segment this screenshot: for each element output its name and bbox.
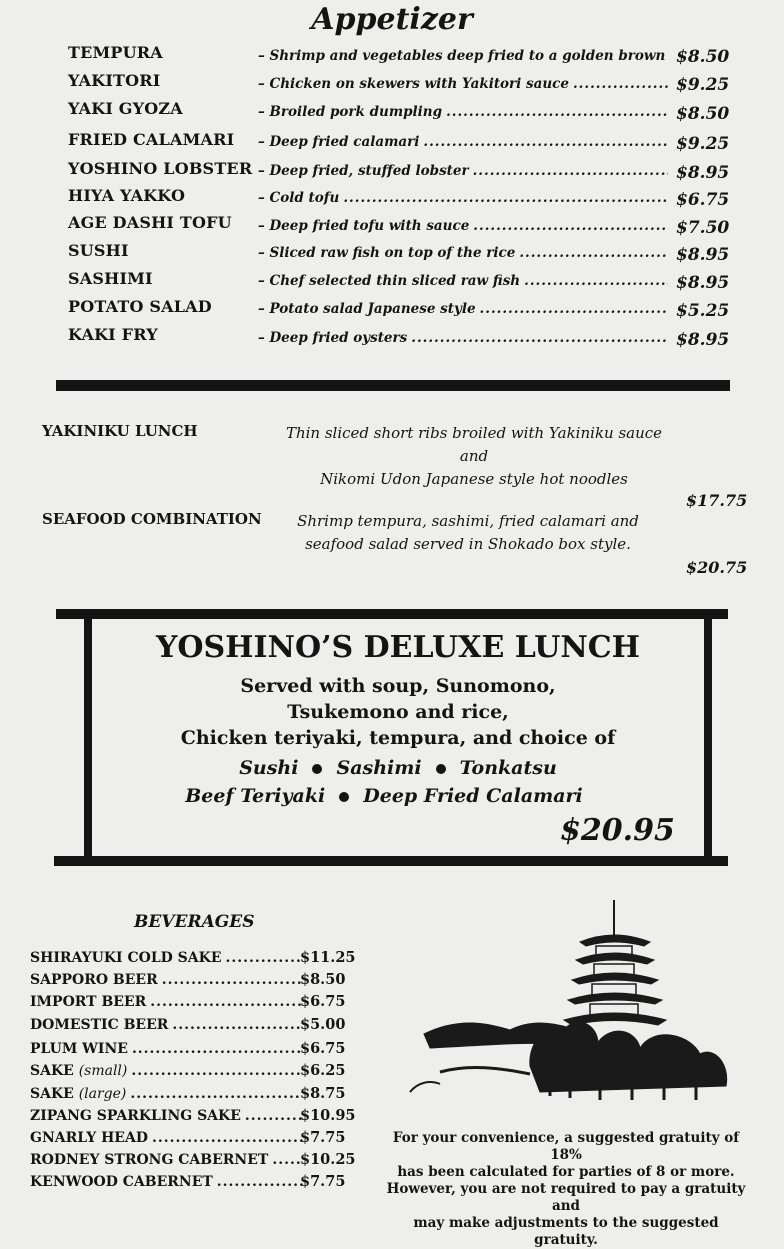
beverage-price: $5.00 (300, 1016, 346, 1033)
dot-leader (519, 245, 668, 261)
dot-leader (473, 163, 668, 179)
beverage-price: $6.75 (300, 993, 346, 1010)
beverage-row (30, 1152, 302, 1168)
lunch-description (270, 422, 678, 491)
dot-leader (473, 218, 668, 234)
appetizer-price: $7.50 (676, 218, 730, 238)
dot-leader (524, 273, 668, 289)
bullet-icon (436, 764, 446, 774)
appetizer-desc: – Shrimp and vegetables deep fried to a golden brown (258, 48, 666, 64)
appetizer-price: $6.75 (676, 190, 730, 210)
deluxe-line: Served with soup, Sunomono, (240, 675, 556, 697)
appetizer-price: $8.50 (676, 47, 730, 67)
appetizer-desc: – Chicken on skewers with Yakitori sauce (258, 76, 569, 92)
deluxe-choices-row (84, 757, 712, 779)
beverage-price: $6.75 (300, 1040, 346, 1057)
dot-leader (411, 330, 668, 346)
appetizer-desc-row (258, 48, 668, 64)
appetizer-name: TEMPURA (68, 43, 163, 62)
lunch-name: SEAFOOD COMBINATION (42, 510, 262, 528)
appetizer-desc: – Deep fried calamari (258, 134, 420, 150)
dot-leader (272, 1152, 302, 1168)
beverage-size-note: (small) (78, 1063, 128, 1079)
deluxe-title: YOSHINO’S DELUXE LUNCH (155, 630, 641, 665)
lunch-desc-line: Thin sliced short ribs broiled with Yakiniku sauce (285, 424, 663, 442)
appetizer-desc: – Deep fried, stuffed lobster (258, 163, 469, 179)
appetizer-name: SUSHI (68, 241, 129, 260)
lunch-price: $17.75 (686, 491, 748, 510)
dot-leader (131, 1063, 302, 1079)
appetizer-desc: – Cold tofu (258, 190, 340, 206)
appetizer-name: YAKI GYOZA (68, 99, 183, 118)
beverage-name: DOMESTIC BEER (30, 1017, 169, 1033)
beverage-name: SAPPORO BEER (30, 972, 158, 988)
deluxe-choice: Deep Fried Calamari (363, 785, 583, 807)
appetizer-price: $9.25 (676, 75, 730, 95)
appetizer-desc: – Chef selected thin sliced raw fish (258, 273, 521, 289)
beverage-row (30, 1130, 302, 1146)
appetizer-name: POTATO SALAD (68, 297, 212, 316)
section-divider (56, 380, 730, 391)
beverage-row (30, 950, 302, 966)
beverage-row (30, 1174, 302, 1190)
appetizer-desc-row (258, 76, 668, 92)
bullet-icon (339, 792, 349, 802)
dot-leader (130, 1086, 302, 1102)
appetizer-desc: – Deep fried tofu with sauce (258, 218, 470, 234)
appetizer-desc: – Broiled pork dumpling (258, 104, 443, 120)
beverage-price: $7.75 (300, 1129, 346, 1146)
dot-leader (245, 1108, 302, 1124)
dot-leader (172, 1017, 302, 1033)
beverage-row (30, 1063, 302, 1079)
deluxe-price: $20.95 (560, 813, 675, 848)
beverage-name: SAKE (30, 1063, 74, 1079)
appetizer-price: $5.25 (676, 301, 730, 321)
beverage-name: RODNEY STRONG CABERNET (30, 1152, 269, 1168)
deluxe-bottom-border (54, 856, 728, 866)
beverage-name: IMPORT BEER (30, 994, 147, 1010)
appetizer-desc-row (258, 104, 668, 120)
dot-leader (480, 301, 668, 317)
deluxe-choices-row (70, 785, 698, 807)
beverage-name: SAKE (30, 1086, 74, 1102)
gratuity-line: However, you are not required to pay a gratuity and (386, 1181, 746, 1214)
beverage-row (30, 1041, 302, 1057)
gratuity-line: For your convenience, a suggested gratuity of 18% (392, 1130, 740, 1163)
appetizer-name: YAKITORI (68, 71, 161, 90)
lunch-desc-line: Shrimp tempura, sashimi, fried calamari and (297, 512, 639, 530)
beverage-name: SHIRAYUKI COLD SAKE (30, 950, 222, 966)
dot-leader (446, 104, 668, 120)
appetizer-price: $8.95 (676, 273, 730, 293)
appetizer-name: SASHIMI (68, 269, 153, 288)
appetizer-price: $8.95 (676, 330, 730, 350)
beverage-price: $6.25 (300, 1062, 346, 1079)
appetizer-desc: – Potato salad Japanese style (258, 301, 476, 317)
pagoda-illustration-icon (400, 896, 740, 1116)
beverage-row (30, 972, 302, 988)
appetizer-desc-row (258, 330, 668, 346)
appetizer-name: YOSHINO LOBSTER (68, 159, 253, 178)
beverage-name: PLUM WINE (30, 1041, 128, 1057)
beverage-price: $10.95 (300, 1107, 356, 1124)
beverage-row (30, 994, 302, 1010)
beverage-name: KENWOOD CABERNET (30, 1174, 213, 1190)
beverage-price: $11.25 (300, 949, 356, 966)
lunch-price: $20.75 (686, 558, 748, 577)
beverage-name: ZIPANG SPARKLING SAKE (30, 1108, 241, 1124)
appetizer-desc: – Sliced raw fish on top of the rice (258, 245, 516, 261)
beverage-name: GNARLY HEAD (30, 1130, 148, 1146)
gratuity-note (384, 1130, 748, 1249)
deluxe-choice: Tonkatsu (459, 757, 557, 779)
beverage-price: $8.75 (300, 1085, 346, 1102)
appetizer-name: HIYA YAKKO (68, 186, 186, 205)
dot-leader (573, 76, 668, 92)
beverage-row (30, 1086, 302, 1102)
beverage-row (30, 1108, 302, 1124)
appetizer-price: $8.50 (676, 104, 730, 124)
appetizer-desc-row (258, 245, 668, 261)
deluxe-choice: Beef Teriyaki (185, 785, 326, 807)
deluxe-choice: Sashimi (336, 757, 422, 779)
lunch-desc-line: and (459, 447, 489, 465)
lunch-description (268, 510, 668, 556)
beverage-price: $8.50 (300, 971, 346, 988)
dot-leader (226, 950, 303, 966)
appetizer-desc-row (258, 163, 668, 179)
appetizer-desc-row (258, 301, 668, 317)
dot-leader (343, 190, 668, 206)
appetizer-price: $9.25 (676, 134, 730, 154)
gratuity-line: has been calculated for parties of 8 or more. (397, 1164, 735, 1180)
bullet-icon (312, 764, 322, 774)
appetizer-price: $8.95 (676, 245, 730, 265)
beverage-row (30, 1017, 302, 1033)
deluxe-choice: Sushi (239, 757, 299, 779)
appetizer-name: AGE DASHI TOFU (68, 213, 232, 232)
dot-leader (217, 1174, 302, 1190)
deluxe-line: Tsukemono and rice, (287, 701, 509, 723)
appetizer-desc-row (258, 190, 668, 206)
appetizer-name: FRIED CALAMARI (68, 130, 235, 149)
gratuity-line: may make adjustments to the suggested gratuity. (413, 1215, 719, 1248)
lunch-desc-line: seafood salad served in Shokado box style. (305, 535, 631, 553)
appetizer-desc-row (258, 218, 668, 234)
beverage-price: $7.75 (300, 1173, 346, 1190)
appetizer-price: $8.95 (676, 163, 730, 183)
dot-leader (162, 972, 302, 988)
lunch-desc-line: Nikomi Udon Japanese style hot noodles (320, 470, 628, 488)
appetizer-desc: – Deep fried oysters (258, 330, 408, 346)
beverage-price: $10.25 (300, 1151, 356, 1168)
dot-leader (152, 1130, 302, 1146)
dot-leader (150, 994, 302, 1010)
dot-leader (423, 134, 668, 150)
appetizer-title: Appetizer (311, 2, 473, 37)
dot-leader (132, 1041, 302, 1057)
appetizer-desc-row (258, 273, 668, 289)
appetizer-name: KAKI FRY (68, 325, 158, 344)
appetizer-desc-row (258, 134, 668, 150)
deluxe-line: Chicken teriyaki, tempura, and choice of (180, 727, 616, 749)
beverages-title: BEVERAGES (134, 912, 255, 932)
lunch-name: YAKINIKU LUNCH (42, 422, 198, 440)
beverage-size-note: (large) (78, 1086, 127, 1102)
